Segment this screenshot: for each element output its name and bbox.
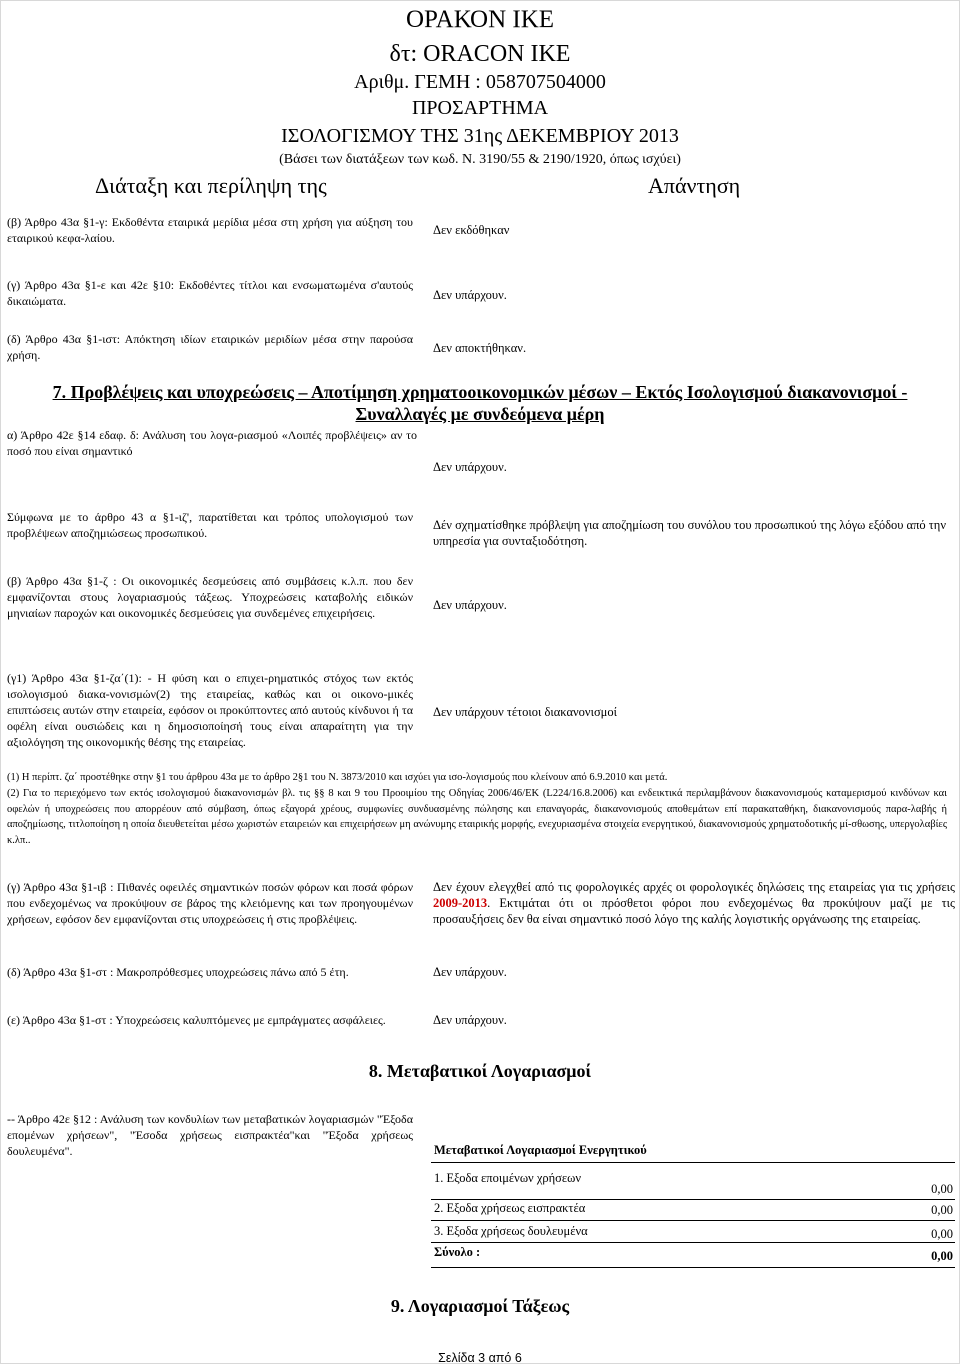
provision-42e-12: -- Άρθρο 42ε §12 : Ανάλυση των κονδυλίων των μεταβατικών λογαριασμών "Έξοδα επομένων χρήσεων", "Έσοδα χρήσεως εισπρακτέα"και "Έξοδα χρήσεως δουλευμένα". (7, 1112, 413, 1158)
answer-43a-1ib-part1: Δεν έχουν ελεγχθεί από τις φορολογικές αρχές οι φορολογικές δηλώσεις της εταιρείας για τις χρήσεις (433, 880, 955, 894)
row-label: 3. Εξοδα χρήσεως δουλευμένα (434, 1224, 588, 1238)
row-label: 1. Εξοδα εποιμένων χρήσεων (434, 1171, 582, 1185)
section-7-title (0, 381, 960, 425)
answer-43a-1g: Δεν εκδόθηκαν (433, 223, 510, 237)
answer-43a-1z: Δεν υπάρχουν. (433, 598, 507, 612)
table-rule (431, 1242, 955, 1243)
table-rule (431, 1199, 955, 1200)
total-label: Σύνολο : (434, 1245, 481, 1259)
answer-43a-1ist: Δεν αποκτήθηκαν. (433, 341, 527, 355)
total-value: 0,00 (931, 1249, 953, 1263)
accruals-table (431, 1140, 955, 1270)
provision-43a-1g: (β) Άρθρο 43α §1-γ: Εκδοθέντα εταιρικά μερίδια μέσα στη χρήση για αύξηση του εταιρικού κεφα-λαίου. (7, 215, 413, 245)
company-name: ΟΡΑΚΟΝ ΙΚΕ (405, 6, 555, 33)
section-7-title-line1: 7. Προβλέψεις και υποχρεώσεις – Αποτίμηση χρηματοοικονομικών μέσων – Εκτός Ισολογισμού διακανονισμοί - (52, 382, 908, 402)
trade-name: δτ: ORACON IKE (389, 41, 571, 67)
section-7-title-line2: Συναλλαγές με συνδεόμενα μέρη (355, 404, 605, 424)
provision-43a-1z: (β) Άρθρο 43α §1-ζ : Οι οικονομικές δεσμεύσεις από συμβάσεις κ.λ.π. που δεν εμφανίζονται στους λογαριασμούς τάξεως. Υποχρεώσεις καταβολής ειδικών μηνιαίων παροχών και οικονομικές δεσμεύσεις για συνδεμένες επιχειρήσεις. (7, 574, 413, 620)
row-value: 0,00 (931, 1182, 953, 1196)
section-9-title: 9. Λογαριασμοί Τάξεως (390, 1296, 570, 1316)
footnote-1: (1) Η περίπτ. ζα΄ προστέθηκε στην §1 του άρθρου 43α με το άρθρο 2§1 του Ν. 3873/2010 και ισχύει για ισο-λογισμούς που κλείνουν από 6.9.2010 και μετά. (7, 772, 668, 783)
answer-43a-1za: Δεν υπάρχουν τέτοιοι διακανονισμοί (433, 705, 617, 719)
row-label: 2. Εξοδα χρήσεως εισπρακτέα (434, 1201, 586, 1215)
footnote-2: (2) Για το περιεχόμενο των εκτός ισολογισμού διακανονισμών βλ. τις §§ 8 και 9 του Προοιμίου της Οδηγίας 2006/46/ΕΚ (L224/16.8.2006) και ενδεικτικά περιλαμβάνουν διακανονισμούς καταμερισμού κινδύνων και οφελών ή υποχρεώσεις που απορρέουν από σύμβαση, όπως εξαγορά χρέους, συμφωνίες συνδυασμένης πώλησης και επαναγοράς, διακανονισμούς αποθεμάτων επί παρακαταθήκη, διακανονισμούς παρα-λαβής ή αποζημίωσης, τιτλοποίηση η οποία διευθετείται μέσω χωριστών εταιρειών και επιχειρήσεων μη ανώνυμης εταιρικής μορφής, ενεχυριασμένα στοιχεία ενεργητικού, διακανονισμούς χρηματοδοτικής μί-σθωσης, υπεργολαβίες κ.λπ.. (7, 788, 947, 846)
answer-43a-1ib (433, 879, 955, 927)
provision-43a-1ib: (γ) Άρθρο 43α §1-ιβ : Πιθανές οφειλές σημαντικών ποσών φόρων και ποσά φόρων που ενδεχομένως να προκύψουν σε βάρος της κλειόμενης και των προηγουμένων χρήσεων, εφόσον δεν εμφανίζονται στις υποχρεώσεις ή στις προβλέψεις. (7, 880, 413, 926)
column-heading-answer: Απάντηση (648, 173, 741, 198)
answer-43a-1iz: Δέν σχηματίσθηκε πρόβλεψη για αποζημίωση του συνόλου του προσωπικού της λόγω εξόδου από την υπηρεσία για συνταξιοδότηση. (433, 518, 946, 548)
page-number: Σελίδα 3 από 6 (438, 1351, 522, 1365)
answer-43a-1ib-part2: . Εκτιμάται ότι οι πρόσθετοι φόροι που ενδεχομένως θα προκύψουν μαζί με τις προσαυξήσεις δεν θα είναι σημαντικό ποσό λόγο της καλής λογιστικής οργάνωσης της εταιρείας. (433, 896, 955, 926)
provision-43a-1iz: Σύμφωνα με το άρθρο 43 α §1-ιζ', παρατίθεται και τρόπος υπολογισμού των προβλέψεων αποζημιώσεως προσωπικού. (7, 510, 413, 540)
answer-43a-1e: Δεν υπάρχουν. (433, 288, 507, 302)
row-value: 0,00 (931, 1203, 953, 1217)
provision-43a-1st-secured: (ε) Άρθρο 43α §1-στ : Υποχρεώσεις καλυπτόμενες με εμπράγματες ασφάλειες. (7, 1013, 386, 1027)
provision-43a-1st-long-term: (δ) Άρθρο 43α §1-στ : Μακροπρόθεσμες υποχρεώσεις πάνω από 5 έτη. (7, 965, 349, 979)
section-8-title: 8. Μεταβατικοί Λογαριασμοί (368, 1061, 592, 1081)
gemi-number: Αριθμ. ΓΕΜΗ : 058707504000 (354, 71, 606, 93)
legal-basis: (Βάσει των διατάξεων των κωδ. Ν. 3190/55 & 2190/1920, όπως ισχύει) (279, 152, 681, 167)
table-rule (431, 1267, 955, 1268)
table-rule (431, 1220, 955, 1221)
answer-43a-1st-long-term: Δεν υπάρχουν. (433, 965, 507, 979)
answer-42e-14: Δεν υπάρχουν. (433, 460, 507, 474)
provision-43a-1za: (γ1) Άρθρο 43α §1-ζα΄(1): - Η φύση και ο επιχει-ρηματικός στόχος των εκτός ισολογισμού διακα-νονισμών(2) της εταιρείας, καθώς και οι οικονο-μικές επιπτώσεις αυτών στην εταιρεία, εφόσον οι προκύπτοντες από αυτούς κίνδυνοι ή τα οφέλη είναι ουσιώδεις και η δημοσιοποίησή τους είναι απαραίτητη για την αξιολόγηση της οικονομικής θέσης της εταιρείας. (7, 671, 413, 749)
provision-43a-1ist: (δ) Άρθρο 43α §1-ιστ: Απόκτηση ιδίων εταιρικών μεριδίων μέσα στην παρούσα χρήση. (7, 332, 413, 362)
appendix-title: ΠΡΟΣΑΡΤΗΜΑ (411, 97, 549, 119)
provision-43a-1e: (γ) Άρθρο 43α §1-ε και 42ε §10: Εκδοθέντες τίτλοι και ενσωματωμένα σ'αυτούς δικαιώματα. (7, 278, 413, 308)
accruals-table-title-text: Μεταβατικοί Λογαριασμοί Ενεργητικού (434, 1143, 647, 1157)
balance-sheet-title: ΙΣΟΛΟΓΙΣΜΟΥ ΤΗΣ 31ης ΔΕΚΕΜΒΡΙΟΥ 2013 (281, 125, 679, 147)
row-value: 0,00 (931, 1227, 953, 1241)
column-heading-provision: Διάταξη και περίληψη της (95, 173, 327, 198)
tax-unaudited-years: 2009-2013 (433, 896, 488, 910)
provision-42e-14: α) Άρθρο 42ε §14 εδαφ. δ: Ανάλυση του λογα-ριασμού «Λοιπές προβλέψεις» αν το ποσό που είναι σημαντικό (7, 428, 417, 458)
table-rule (431, 1162, 955, 1163)
answer-43a-1st-secured: Δεν υπάρχουν. (433, 1013, 507, 1027)
